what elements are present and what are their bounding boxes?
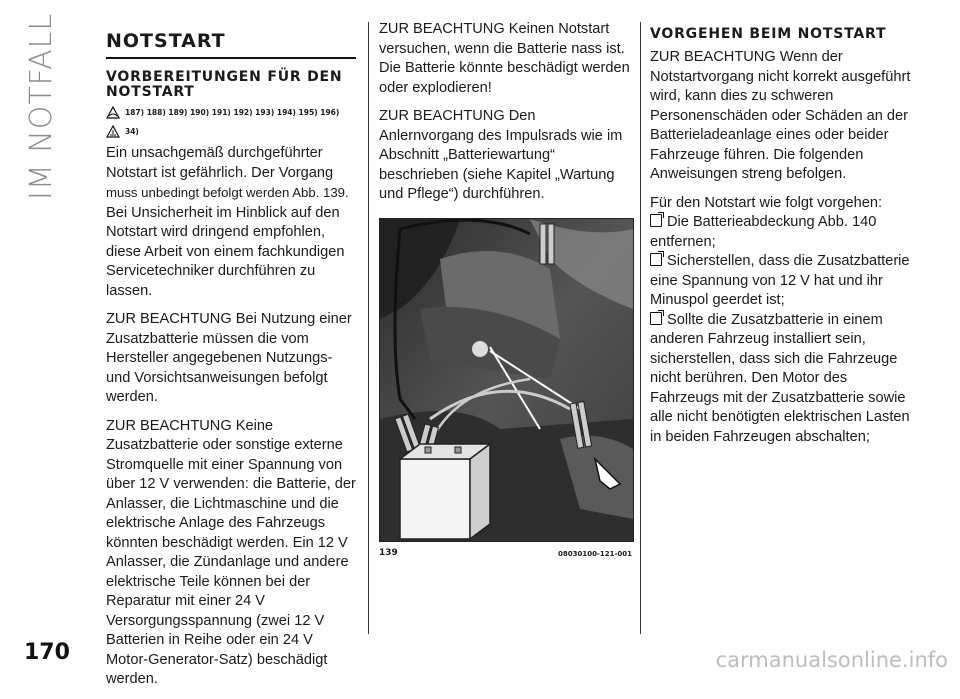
page-number: 170 [24, 640, 70, 665]
procedure-step [650, 311, 912, 448]
note-voltage-limit: ZUR BEACHTUNG Keine Zusatzbatterie oder sonstige externe Stromquelle mit einer Spannung von über 12 V verwenden: die Batterie, der Anlasser, die Lichtmaschine und die elektrische Anlage des Fahrzeugs könnten beschädigt werden. Ein 12 V Anlasser, die Zündanlage und andere elektrische Teile können bei der Reparatur mit einer 24 V Versorgungsspannung (zwei 12 V Batterien in Reihe oder ein 24 V Motor-Generator-Satz) beschädigt werden. [106, 417, 356, 687]
middle-column [379, 20, 632, 214]
procedure-step [650, 252, 912, 311]
warning-refs-row [106, 106, 356, 119]
caution-references[interactable]: 34) [125, 127, 139, 136]
procedure-list [650, 213, 912, 447]
warning-icon [106, 106, 120, 119]
subsection-heading: VORBEREITUNGEN FÜR DEN NOTSTART [106, 69, 343, 100]
figure-number: 139 [379, 548, 398, 558]
engine-bay-photo [380, 219, 633, 541]
procedure-intro: Für den Notstart wie folgt vorgehen: [650, 194, 882, 211]
intro-text-b: muss unbedingt befolgt werden Abb. 139. [106, 185, 349, 200]
checkbox-bullet-icon [650, 312, 662, 325]
figure-caption [379, 548, 632, 558]
column-divider-1 [368, 22, 369, 634]
figure-code: 08030100-121-001 [558, 550, 632, 558]
left-column [106, 30, 356, 699]
chapter-title-text: IM NOTFALL [24, 12, 59, 200]
checkbox-bullet-icon [650, 214, 662, 227]
procedure-step [650, 213, 912, 252]
jump-start-illustration [379, 218, 634, 542]
note-auxiliary-battery: ZUR BEACHTUNG Bei Nutzung einer Zusatzbatterie müssen die vom Hersteller angegebenen Nutzungs- und Vorsichtsanweisungen befolgt werden. [106, 311, 352, 405]
section-heading: NOTSTART [106, 30, 356, 59]
column-divider-2 [640, 22, 641, 634]
caution-icon [106, 125, 120, 138]
intro-paragraph [106, 144, 356, 301]
caution-refs-row [106, 125, 356, 138]
warning-references[interactable]: 187) 188) 189) 190) 191) 192) 193) 194) 195) 196) [125, 108, 340, 117]
procedure-step-text: Sollte die Zusatzbatterie in einem anderen Fahrzeug installiert sein, sicherstellen, dass sich die Fahrzeuge nicht berühren. Den Motor des Fahrzeugs mit der Zusatzbatterie sowie alle nicht benötigten elektrischen Lasten in beiden Fahrzeugen abschalten; [650, 311, 910, 445]
note-learning-procedure: ZUR BEACHTUNG Den Anlernvorgang des Impulsrads wie im Abschnitt „Batteriewartung“ beschrieben (siehe Kapitel „Wartung und Pflege“) durchführen. [379, 108, 623, 202]
procedure-step-text: Sicherstellen, dass die Zusatzbatterie eine Spannung von 12 V hat und ihr Minuspol geerdet ist; [650, 253, 910, 308]
procedure-heading: VORGEHEN BEIM NOTSTART [650, 26, 887, 42]
chapter-side-title [22, 12, 66, 230]
right-column [650, 23, 912, 456]
intro-text-a: Ein unsachgemäß durchgeführter Notstart ist gefährlich. Der Vorgang [106, 145, 334, 181]
checkbox-bullet-icon [650, 253, 662, 266]
note-wet-battery: ZUR BEACHTUNG Keinen Notstart versuchen, wenn die Batterie nass ist. Die Batterie könnte beschädigt werden oder explodieren! [379, 21, 630, 96]
procedure-step-text: Die Batterieabdeckung Abb. 140 entfernen; [650, 214, 877, 250]
watermark[interactable]: carmanualsonline.info [715, 648, 948, 672]
note-procedure-warning: ZUR BEACHTUNG Wenn der Notstartvorgang nicht korrekt ausgeführt wird, kann dies zu schweren Personenschäden oder Schäden an der Batterieladeanlage eines oder beider Fahrzeuge führen. Die folgenden Anweisungen streng befolgen. [650, 49, 911, 182]
intro-text-c: Bei Unsicherheit im Hinblick auf den Notstart wird dringend empfohlen, diese Arbeit von einem fachkundigen Servicetechniker durchführen zu lassen. [106, 204, 345, 299]
